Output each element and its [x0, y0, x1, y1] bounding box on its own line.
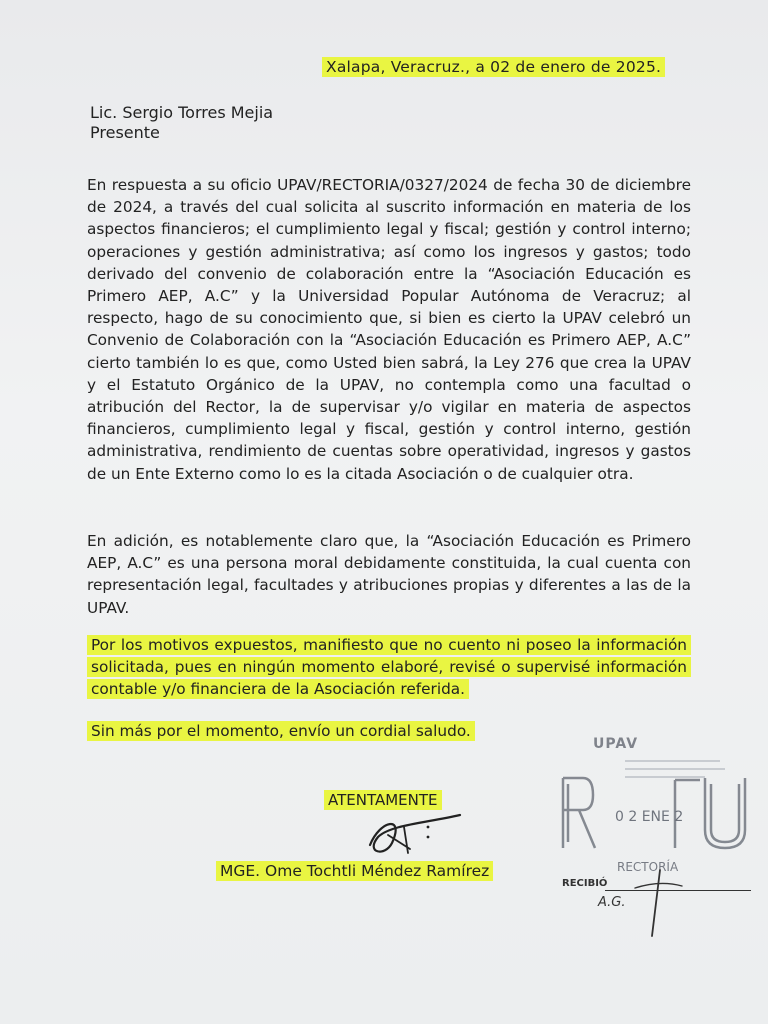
recipient-presente: Presente — [90, 123, 160, 142]
paragraph-conclusion-text: Por los motivos expuestos, manifiesto que no cuento ni poseo la información solicitada, pues en ningún momento elaboré, revisé o supervisé información contable y/o financiera de la Asociación referida. — [87, 635, 691, 699]
stamp-org: UPAV — [593, 736, 639, 752]
date-text: Xalapa, Veracruz., a 02 de enero de 2025. — [322, 57, 665, 77]
received-initials: A.G. — [598, 895, 626, 910]
recipient-block — [90, 103, 273, 143]
signer-name: MGE. Ome Tochtli Méndez Ramírez — [216, 861, 493, 881]
stamp-department: RECTORÍA — [617, 860, 679, 874]
pen-stroke — [600, 868, 690, 938]
received-label: RECIBIÓ — [562, 878, 608, 889]
paragraph-conclusion — [87, 634, 691, 701]
paragraph-response: En respuesta a su oficio UPAV/RECTORIA/0327/2024 de fecha 30 de diciembre de 2024, a través del cual solicita al suscrito información en materia de los aspectos financieros; el cumplimiento legal y fiscal; gestión y control interno; operaciones y gestión administrativa; así como los ingresos y gastos; todo derivado del convenio de colaboración entre la “Asociación Educación es Primero AEP, A.C” y la Universidad Popular Autónoma de Veracruz; al respecto, hago de su conocimiento que, si bien es cierto la UPAV celebró un Convenio de Colaboración con la “Asociación Educación es Primero AEP, A.C” cierto también lo es que, como Usted bien sabrá, la Ley 276 que crea la UPAV y el Estatuto Orgánico de la UPAV, no contempla como una facultad o atribución del Rector, la de supervisar y/o vigilar en materia de aspectos financieros, cumplimiento legal y fiscal, gestión y control interno, gestión administrativa, rendimiento de cuentas sobre operatividad, ingresos y gastos de un Ente Externo como lo es la citada Asociación o de cualquier otra. — [87, 176, 691, 483]
paragraph-farewell-text: Sin más por el momento, envío un cordial saludo. — [87, 721, 475, 741]
recipient-name: Lic. Sergio Torres Mejia — [90, 103, 274, 122]
signer-block — [216, 862, 493, 880]
letter-date — [322, 58, 665, 76]
handwritten-signature — [330, 805, 480, 865]
closing-text: ATENTAMENTE — [324, 790, 442, 810]
paragraph-addition: En adición, es notablemente claro que, la “Asociación Educación es Primero AEP, A.C” es una persona moral debidamente constituida, la cual cuenta con representación legal, facultades y atribuciones propias y diferentes a las de la UPAV. — [87, 532, 691, 617]
stamp-date: 0 2 ENE 2 — [615, 809, 684, 825]
